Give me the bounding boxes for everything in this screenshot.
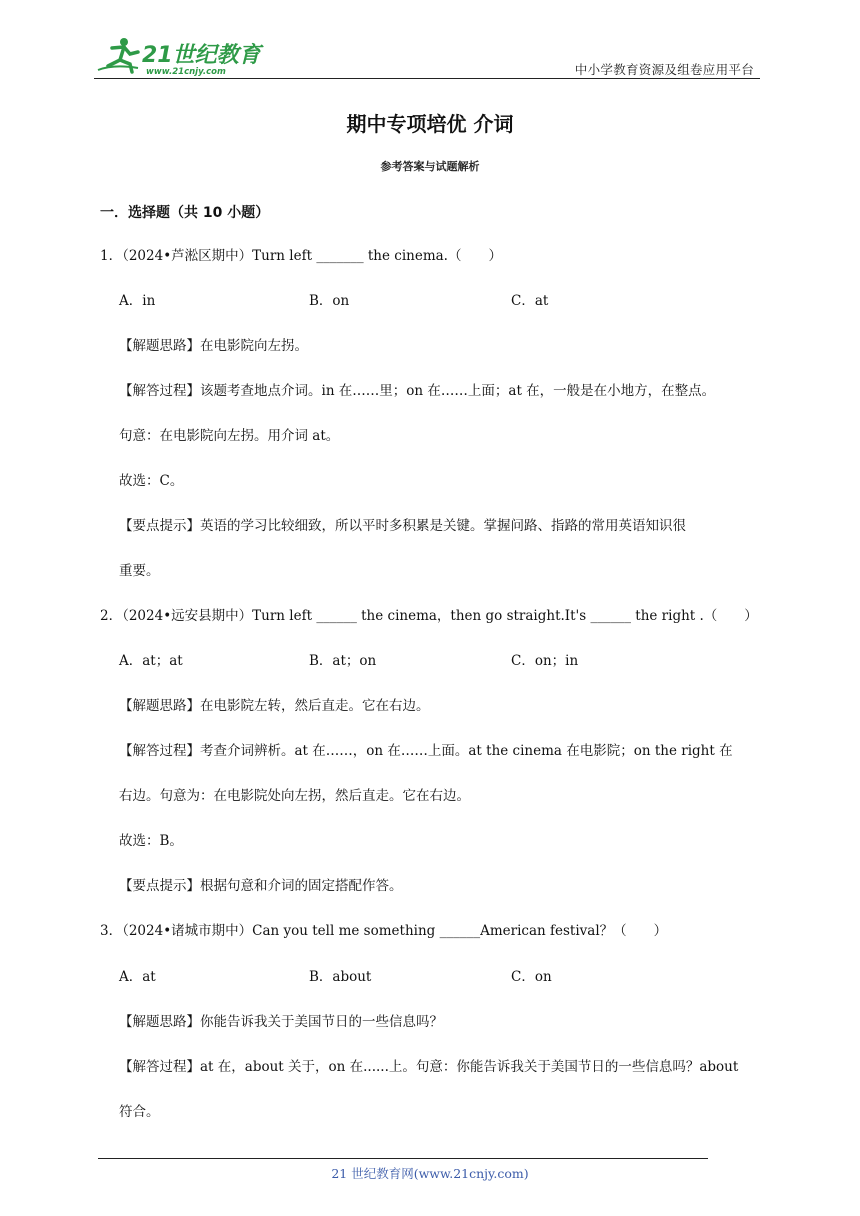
option-a: A．at <box>119 969 156 985</box>
option-b: B．on <box>309 293 350 309</box>
solution-idea: 【解题思路】在电影院左转，然后直走。它在右边。 <box>119 698 430 714</box>
question-stem: 2．（2024•远安县期中）Turn left ______ the cinema，then go straight.It's ______ the right .（ ） <box>100 608 758 624</box>
solution-process-cont: 右边。句意为：在电影院处向左拐，然后直走。它在右边。 <box>119 788 470 804</box>
header-divider <box>94 78 760 79</box>
option-a: A．in <box>119 293 156 309</box>
solution-process-cont: 句意：在电影院向左拐。用介词 at。 <box>119 428 340 444</box>
answer-choice: 故选：B。 <box>119 833 183 849</box>
question-stem: 3．（2024•诸城市期中）Can you tell me something ______American festival？（ ） <box>100 923 668 939</box>
solution-process: 【解答过程】考查介词辨析。at 在……，on 在……上面。at the cinema 在电影院；on the right 在 <box>119 743 733 759</box>
footer-link[interactable]: 21 世纪教育网(www.21cnjy.com) <box>331 1166 529 1181</box>
key-tip: 【要点提示】英语的学习比较细致，所以平时多积累是关键。掌握问路、指路的常用英语知识很 <box>119 518 686 534</box>
document-title: 期中专项培优 介词 <box>346 112 514 136</box>
svg-text:21世纪教育: 21世纪教育 <box>142 43 261 68</box>
site-logo[interactable] <box>94 34 264 78</box>
page-header <box>94 34 760 78</box>
option-c: C．on；in <box>511 653 579 669</box>
document-subtitle: 参考答案与试题解析 <box>380 160 480 173</box>
option-b: B．about <box>309 969 372 985</box>
solution-idea: 【解题思路】你能告诉我关于美国节日的一些信息吗？ <box>119 1014 443 1030</box>
footer-divider <box>98 1158 708 1159</box>
svg-text:www.21cnjy.com: www.21cnjy.com <box>146 67 226 77</box>
solution-process: 【解答过程】该题考查地点介词。in 在……里；on 在……上面；at 在，一般是在小地方，在整点。 <box>119 383 716 399</box>
runner-logo-icon <box>94 34 264 78</box>
key-tip-cont: 重要。 <box>119 563 160 579</box>
option-a: A．at；at <box>119 653 183 669</box>
key-tip: 【要点提示】根据句意和介词的固定搭配作答。 <box>119 878 403 894</box>
solution-process: 【解答过程】at 在，about 关于，on 在......上。句意：你能告诉我关于美国节日的一些信息吗？about <box>119 1059 739 1075</box>
option-c: C．on <box>511 969 552 985</box>
platform-name: 中小学教育资源及组卷应用平台 <box>574 62 754 77</box>
question-stem: 1．（2024•芦淞区期中）Turn left _______ the cinema.（ ） <box>100 248 502 264</box>
option-c: C．at <box>511 293 549 309</box>
solution-process-cont: 符合。 <box>119 1104 160 1120</box>
section-heading: 一．选择题（共 10 小题） <box>100 205 270 221</box>
option-b: B．at；on <box>309 653 377 669</box>
solution-idea: 【解题思路】在电影院向左拐。 <box>119 338 308 354</box>
answer-choice: 故选：C。 <box>119 473 184 489</box>
